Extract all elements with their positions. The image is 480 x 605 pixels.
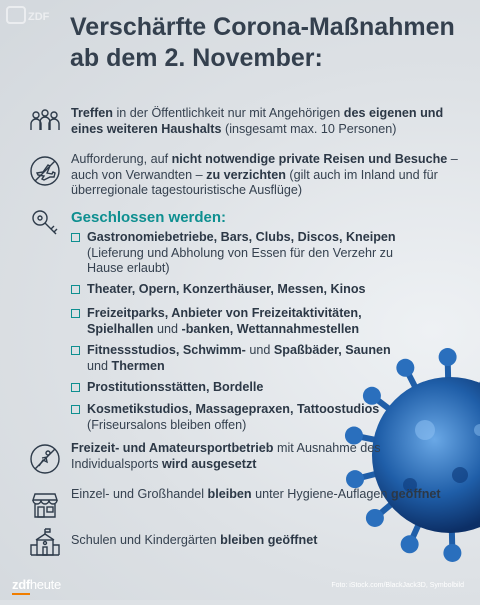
list-item: [71, 380, 407, 396]
plain-text: und: [245, 343, 274, 357]
plain-text: mit Ausnahme des Individualsports: [71, 441, 381, 471]
zdfheute-logo: [12, 577, 61, 592]
bold-text: Gastronomiebetriebe, Bars, Clubs, Discos, Kneipen: [87, 230, 396, 244]
list-item: [71, 282, 407, 298]
school-icon: [28, 526, 62, 560]
plain-text: und: [87, 358, 112, 373]
shop-rule-text: [71, 487, 461, 503]
no-sports-icon: [28, 442, 62, 476]
school-rule-text: [71, 533, 461, 549]
brand-heute: heute: [29, 577, 61, 592]
virus-spike-tip: [346, 470, 364, 488]
shop-icon: [28, 488, 62, 522]
key-lock-icon: [28, 206, 62, 240]
bold-text: geöffnet: [390, 487, 441, 501]
brand-underline: [12, 593, 30, 595]
bold-text: des eigenen und eines weiteren Haushalts: [71, 106, 444, 136]
bold-text: Freizeitparks, Anbieter von Freizeitaktivitäten, Spielhallen: [87, 306, 362, 336]
plain-text: Schulen und Kindergärten: [71, 533, 221, 547]
plain-text: – auch von Verwandten –: [71, 152, 458, 182]
closed-heading: Geschlossen werden:: [71, 209, 227, 226]
plain-text: Aufforderung, auf: [71, 152, 172, 166]
title-line-1: Verschärfte Corona-Maßnahmen: [70, 13, 455, 41]
plain-text: Einzel- und Großhandel: [71, 487, 208, 501]
travel-rule-text: [71, 152, 461, 199]
bold-text: Kosmetikstudios, Massagepraxen, Tattoostudios: [87, 402, 380, 416]
plain-text: (gilt auch im Inland und für überregionale tagestouristische Ausflüge): [71, 167, 438, 197]
brand-zdf: zdf: [12, 577, 30, 592]
bold-text: -banken, Wettannahmestellen: [181, 321, 360, 336]
list-item: [71, 402, 407, 433]
list-item: [71, 230, 407, 277]
plain-text: (Friseursalons bleiben offen): [87, 417, 247, 432]
page-title: [70, 12, 470, 74]
plain-text: und: [153, 321, 182, 336]
bold-text: Fitnessstudios, Schwimm-: [87, 343, 246, 357]
bold-text: Prostitutionsstätten, Bordelle: [87, 380, 264, 394]
bold-text: wird ausgesetzt: [162, 456, 257, 471]
people-group-icon: [28, 106, 62, 140]
bold-text: bleiben geöffnet: [220, 533, 318, 547]
plain-text: unter Hygiene-Auflagen: [251, 487, 391, 501]
bold-text: zu verzichten: [206, 167, 286, 182]
svg-text:ZDF: ZDF: [28, 11, 50, 23]
photo-credit: Foto: iStock.com/BlackJack3D, Symbolbild: [331, 582, 464, 589]
zdf-logo-icon: [6, 4, 50, 26]
bold-text: Theater, Opern, Konzerthäuser, Messen, Kinos: [87, 282, 366, 296]
title-line-2: ab dem 2. November:: [70, 44, 323, 72]
sports-rule-text: [71, 441, 461, 472]
plain-text: (insgesamt max. 10 Personen): [221, 121, 397, 136]
virus-spike-tip: [366, 509, 384, 527]
bold-text: Spaßbäder, Saunen: [273, 343, 391, 357]
no-travel-plane-icon: [28, 154, 62, 188]
virus-spike-tip: [439, 348, 457, 366]
list-item: [71, 306, 407, 337]
bold-text: nicht notwendige private Reisen und Besuche: [171, 152, 448, 166]
plain-text: (Lieferung und Abholung von Essen für den Verzehr zu Hause erlaubt): [87, 245, 393, 275]
bold-text: Freizeit- und Amateursportbetrieb: [71, 441, 274, 455]
plain-text: in der Öffentlichkeit nur mit Angehörigen: [113, 106, 344, 120]
bold-text: bleiben: [207, 487, 252, 501]
bold-text: Thermen: [111, 358, 165, 373]
list-item: [71, 343, 407, 374]
bold-text: Treffen: [71, 106, 113, 120]
meeting-rule-text: [71, 106, 461, 137]
